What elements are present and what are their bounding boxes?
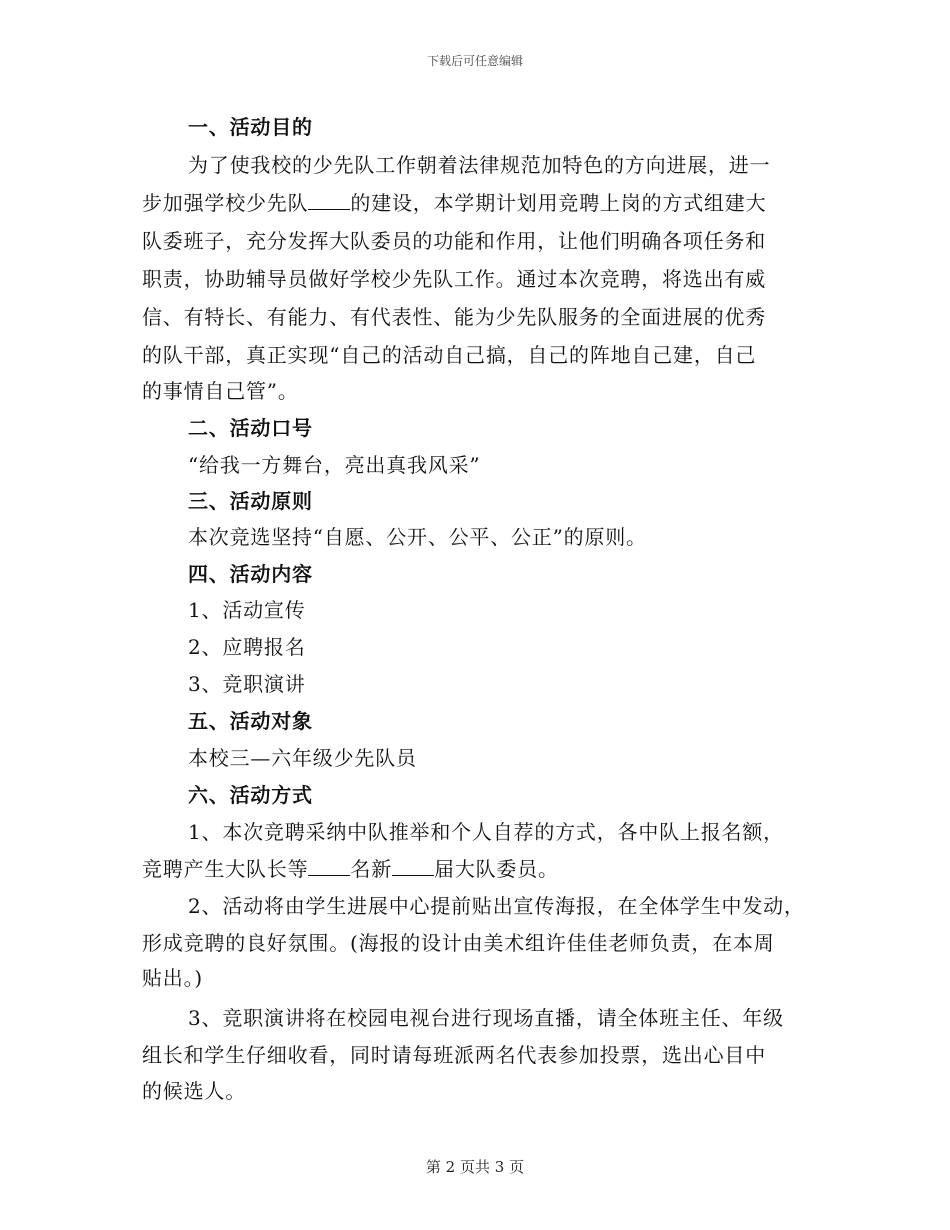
purpose-line-6: 的队干部，真正实现“自己的活动自己搞，自己的阵地自己建，自己 [142, 343, 757, 367]
method-3-line-2: 组长和学生仔细收看，同时请每班派两名代表参加投票，选出心目中 [142, 1043, 766, 1067]
heading-content: 四、活动内容 [188, 562, 313, 586]
content-item-1: 1、活动宣传 [188, 598, 306, 622]
purpose-line-1: 为了使我校的少先队工作朝着法律规范加特色的方向进展，进一 [188, 153, 771, 177]
page-header-note: 下载后可任意编辑 [426, 54, 523, 68]
purpose-line-2: 步加强学校少先队 的建设，本学期计划用竞聘上岗的方式组建大 [142, 191, 767, 215]
purpose-line-4: 职责，协助辅导员做好学校少先队工作。通过本次竞聘，将选出有威 [142, 267, 766, 291]
target-text: 本校三—六年级少先队员 [188, 746, 417, 770]
method-3-line-1: 3、竞职演讲将在校园电视台进行现场直播，请全体班主任、年级 [188, 1006, 784, 1030]
method-2-line-1: 2、活动将由学生进展中心提前贴出宣传海报，在全体学生中发动， [188, 894, 805, 918]
heading-purpose: 一、活动目的 [188, 115, 313, 139]
slogan-text: “给我一方舞台，亮出真我风采” [188, 453, 481, 477]
fill-blank [392, 857, 434, 876]
content-item-2: 2、应聘报名 [188, 635, 306, 659]
purpose-line-5: 信、有特长、有能力、有代表性、能为少先队服务的全面进展的优秀 [142, 305, 766, 329]
method-1-line-1: 1、本次竞聘采纳中队推举和个人自荐的方式，各中队上报名额， [188, 820, 784, 844]
page-number: 第 2 页共 3 页 [425, 1158, 525, 1176]
fill-blank [308, 857, 350, 876]
heading-target: 五、活动对象 [188, 709, 313, 733]
purpose-line-3: 队委班子，充分发挥大队委员的功能和作用，让他们明确各项任务和 [142, 229, 766, 253]
purpose-line-7: 的事情自己管”。 [142, 379, 299, 403]
method-2-line-2: 形成竞聘的良好氛围。(海报的设计由美术组许佳佳老师负责，在本周 [142, 931, 775, 955]
principle-text: 本次竞选坚持“自愿、公开、公平、公正”的原则。 [188, 525, 647, 549]
method-2-line-3: 贴出。) [142, 966, 204, 990]
content-item-3: 3、竞职演讲 [188, 672, 306, 696]
heading-slogan: 二、活动口号 [188, 416, 313, 440]
method-3-line-3: 的候选人。 [142, 1079, 246, 1103]
heading-method: 六、活动方式 [188, 783, 313, 807]
fill-blank [308, 191, 350, 210]
heading-principle: 三、活动原则 [188, 489, 313, 513]
method-1-line-2: 竞聘产生大队长等 名新 届大队委员。 [142, 857, 559, 881]
